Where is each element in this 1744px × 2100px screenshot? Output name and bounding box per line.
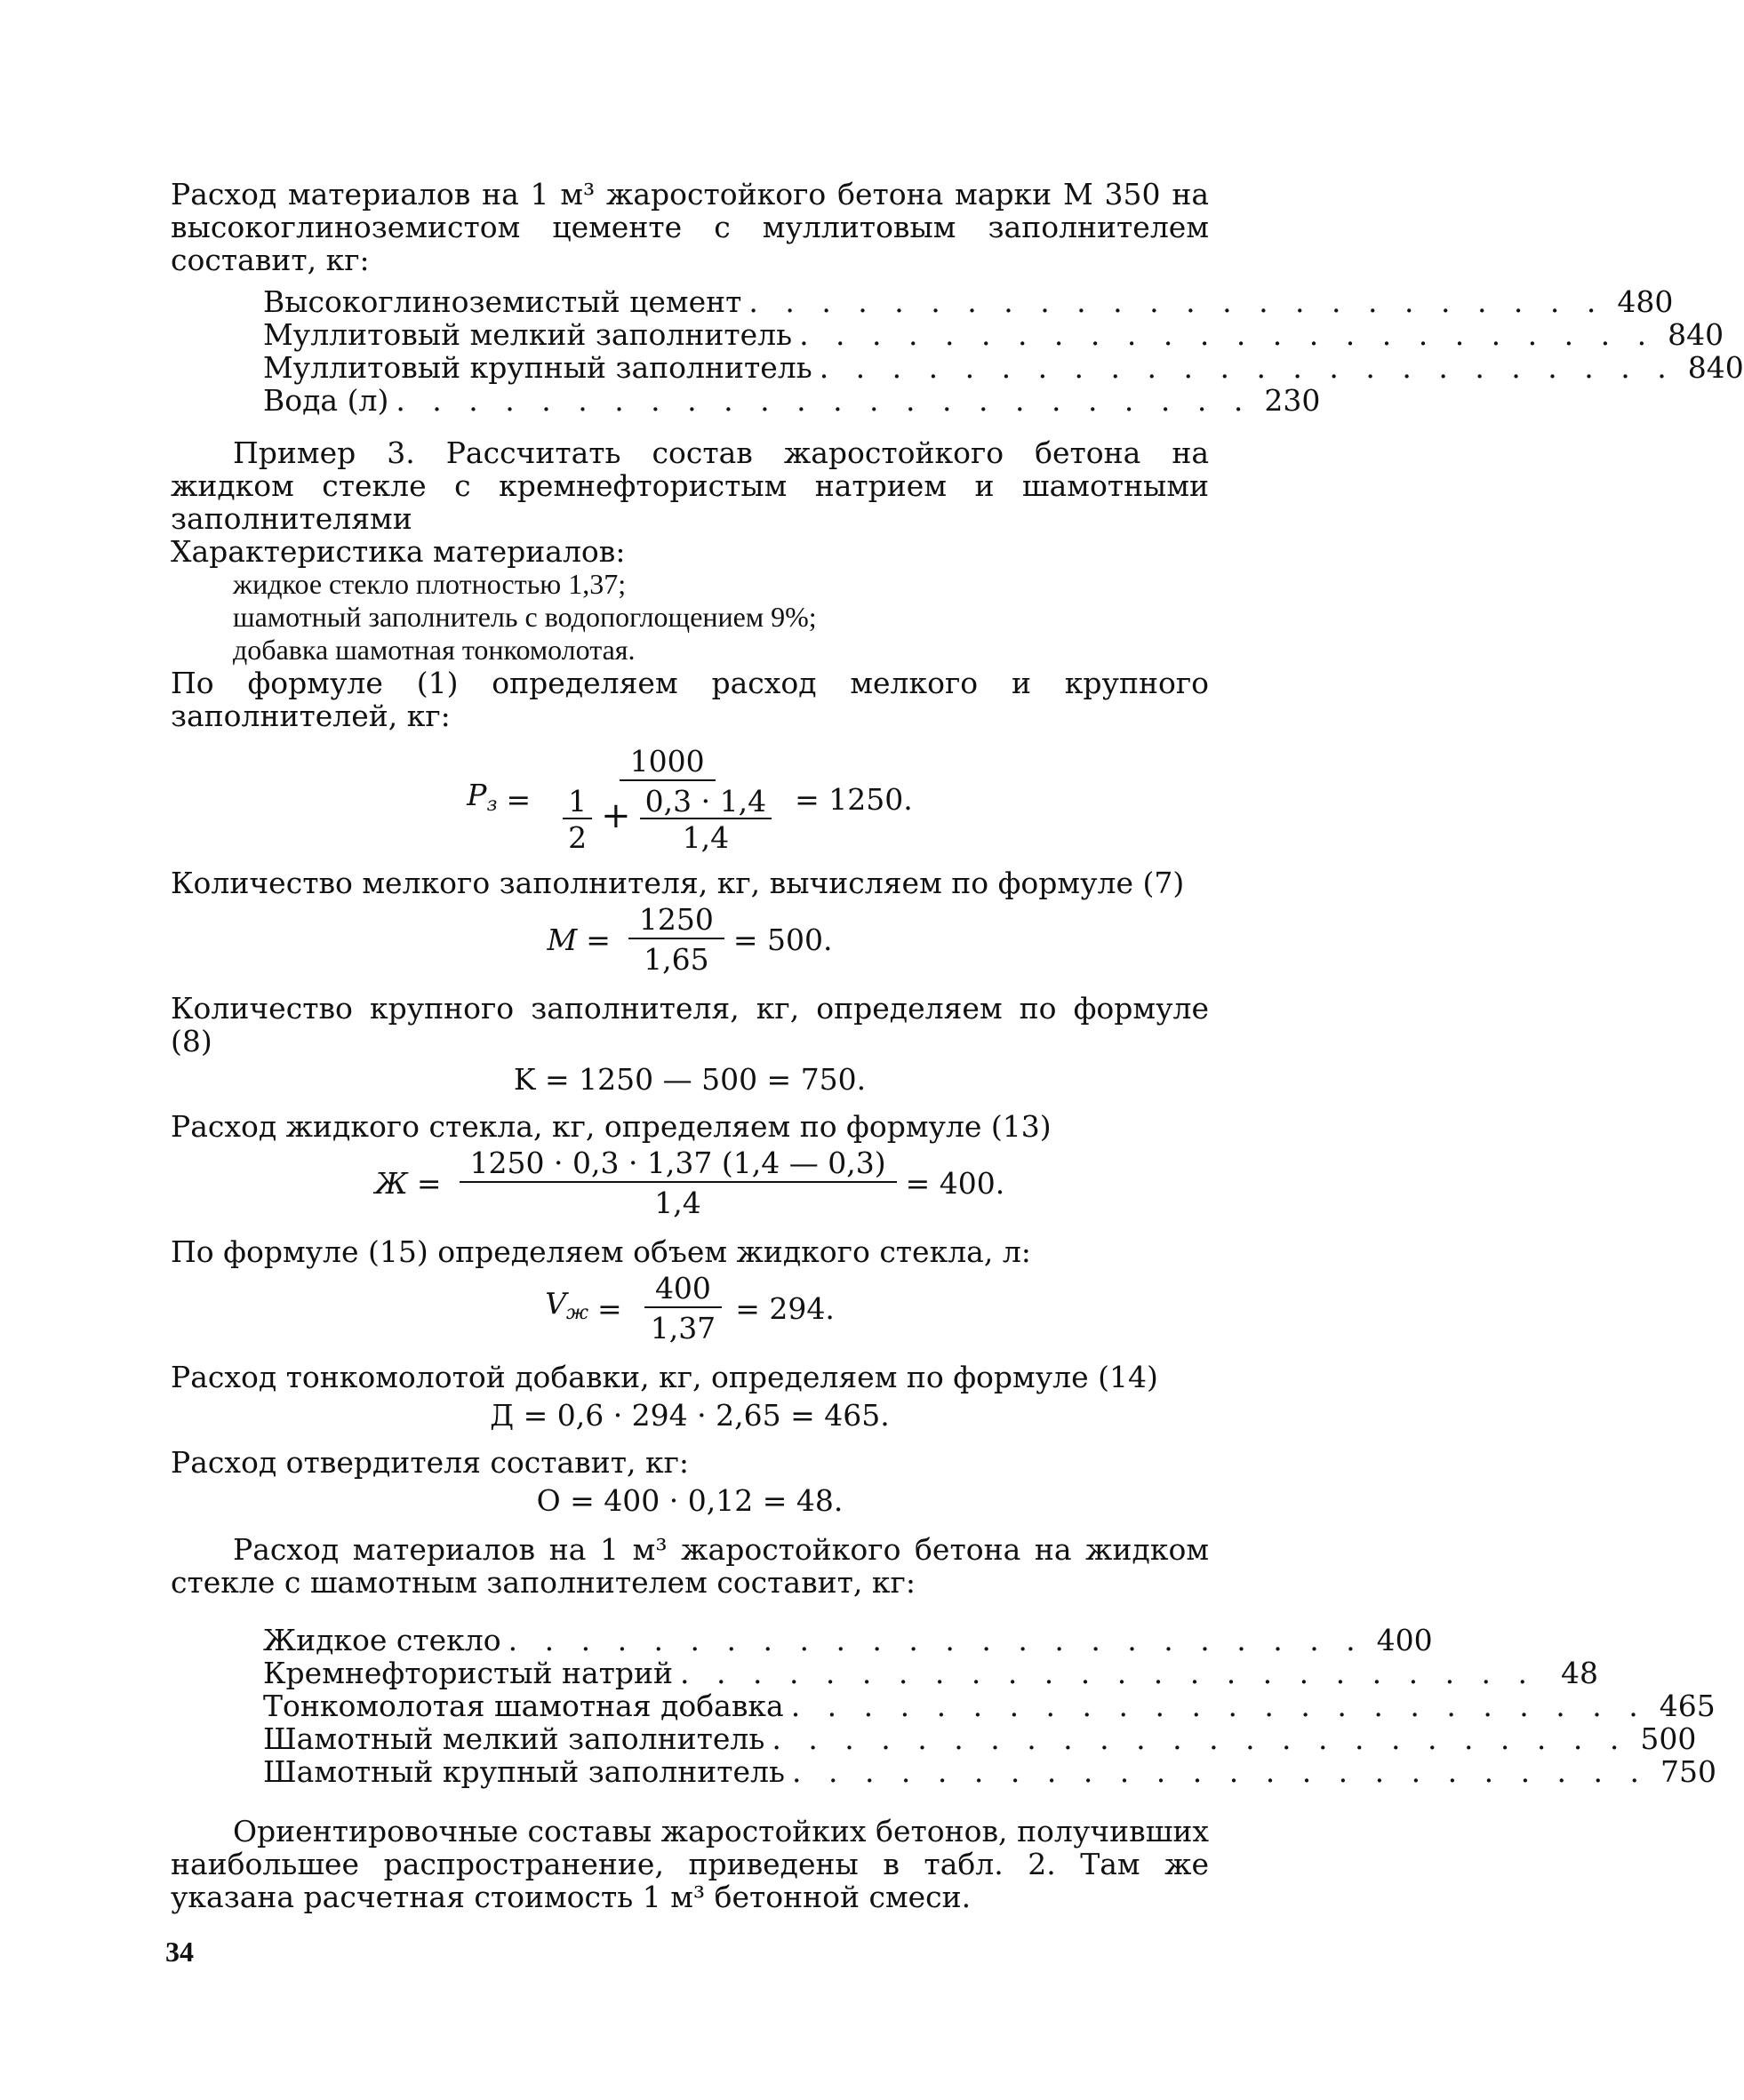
- main-fraction: [548, 745, 786, 854]
- material-name: Тонкомолотая шамотная добавка: [263, 1689, 784, 1723]
- formula-lhs: Ж: [374, 1165, 408, 1201]
- material-value: 465: [1659, 1689, 1716, 1723]
- leader-dots: . . . . . . . . . . . . . . . . . . . . . . . .: [508, 1623, 1364, 1657]
- material-name: Жидкое стекло: [263, 1623, 501, 1657]
- list-item: [263, 1623, 1433, 1657]
- list-item: [263, 383, 1321, 418]
- leader-dots: . . . . . . . . . . . . . . . . . . . . . . . .: [396, 383, 1252, 418]
- material-name: Вода (л): [263, 383, 389, 418]
- materials-list-2: [263, 1623, 1717, 1789]
- list-item: [263, 1721, 1697, 1756]
- fraction-numerator: 400: [644, 1272, 722, 1308]
- formula-8-reference: Количество крупного заполнителя, кг, определяем по формуле (8): [171, 991, 1209, 1058]
- formula-k: [171, 1063, 1209, 1096]
- characteristics-heading: Характеристика материалов:: [171, 534, 626, 569]
- material-value: 840: [1668, 317, 1724, 352]
- fraction-numerator: 1000: [620, 745, 716, 781]
- material-value: 840: [1687, 350, 1744, 385]
- list-item: [263, 350, 1744, 385]
- material-name: Муллитовый мелкий заполнитель: [263, 317, 793, 352]
- formula-result: = 500.: [732, 922, 833, 957]
- list-item: [263, 284, 1674, 319]
- formula-7-reference: Количество мелкого заполнителя, кг, вычисляем по формуле (7): [171, 866, 1185, 900]
- formula-13-reference: Расход жидкого стекла, кг, определяем по формуле (13): [171, 1109, 1052, 1144]
- fraction-denominator: 1,37: [650, 1311, 716, 1345]
- leader-dots: . . . . . . . . . . . . . . . . . . . . . . . .: [799, 317, 1656, 352]
- materials-list-1: [263, 284, 1744, 418]
- characteristic-item: жидкое стекло плотностью 1,37;: [233, 568, 627, 600]
- document-page: [171, 177, 1744, 1914]
- fraction-denominator: $\frac{1}{2}$ + $\frac{0,3 \cdot 1,4}{1,4}$: [548, 781, 786, 854]
- material-value: 230: [1264, 383, 1321, 418]
- formula-result: = 400.: [905, 1165, 1005, 1201]
- leader-dots: . . . . . . . . . . . . . . . . . . . . . . . .: [748, 284, 1605, 319]
- formula-14-reference: Расход тонкомолотой добавки, кг, определяем по формуле (14): [171, 1360, 1158, 1394]
- leader-dots: . . . . . . . . . . . . . . . . . . . . . . . .: [790, 1689, 1647, 1723]
- hardener-paragraph: Расход отвердителя составит, кг:: [171, 1445, 689, 1480]
- material-name: Кремнефтористый натрий: [263, 1656, 673, 1690]
- list-item: [263, 1689, 1716, 1723]
- formula-expression: K = 1250 — 500 = 750.: [513, 1062, 867, 1097]
- material-value: 480: [1617, 284, 1674, 319]
- page-number: 34: [165, 1936, 194, 1968]
- formula-expression: Д = 0,6 · 294 · 2,65 = 465.: [490, 1398, 890, 1433]
- list-item: [263, 1656, 1599, 1690]
- leader-dots: . . . . . . . . . . . . . . . . . . . . . . . .: [819, 350, 1676, 385]
- formula-o: [171, 1484, 1209, 1517]
- formula-result: = 1250.: [795, 782, 913, 817]
- formula-lhs: $V_ж$: [545, 1286, 589, 1324]
- formula-m: M = $\frac{1250}{1,65}$ = 500.: [547, 902, 833, 977]
- material-name: Высокоглиноземистый цемент: [263, 284, 742, 319]
- fraction-numerator: 1250: [628, 903, 724, 939]
- leader-dots: . . . . . . . . . . . . . . . . . . . . . . . .: [772, 1721, 1628, 1756]
- list-item: [263, 317, 1724, 352]
- summary-paragraph: Расход материалов на 1 м³ жаростойкого бетона на жидком стекле с шамотным заполнителем составит, кг:: [171, 1532, 1209, 1600]
- fraction-denominator: 1,4: [654, 1186, 701, 1220]
- formula-lhs: M: [547, 922, 578, 957]
- formula-v: $V_ж$ = $\frac{400}{1,37}$ = 294.: [545, 1271, 835, 1345]
- formula-1-reference: По формуле (1) определяем расход мелкого и крупного заполнителей, кг:: [171, 666, 1209, 733]
- material-value: 500: [1640, 1721, 1697, 1756]
- material-name: Шамотный крупный заполнитель: [263, 1754, 785, 1789]
- fraction-numerator: 1250 · 0,3 · 1,37 (1,4 — 0,3): [460, 1146, 897, 1183]
- leader-dots: . . . . . . . . . . . . . . . . . . . . . . . .: [791, 1754, 1649, 1789]
- formula-d: [171, 1399, 1209, 1432]
- formula-zh: Ж = $\frac{1250 \cdot 0,3 \cdot 1,37 (1,4 — 0,3)}{1,4}$ = 400.: [374, 1146, 1005, 1220]
- list-item: [263, 1754, 1717, 1789]
- material-value: 400: [1376, 1623, 1433, 1657]
- characteristic-item: добавка шамотная тонкомолотая.: [233, 634, 636, 666]
- formula-expression: O = 400 · 0,12 = 48.: [536, 1483, 844, 1518]
- formula-15-reference: По формуле (15) определяем объем жидкого стекла, л:: [171, 1234, 1031, 1269]
- fraction-denominator: 1,65: [644, 942, 709, 977]
- intro-paragraph: Расход материалов на 1 м³ жаростойкого бетона марки М 350 на высокоглиноземистом цементе с муллитовым заполнителем составит, кг:: [171, 177, 1209, 277]
- characteristic-item: шамотный заполнитель с водопоглощением 9%;: [233, 601, 817, 633]
- material-name: Шамотный мелкий заполнитель: [263, 1721, 765, 1756]
- closing-paragraph: Ориентировочные составы жаростойких бетонов, получивших наибольшее распространение, приведены в табл. 2. Там же указана расчетная стоимость 1 м³ бетонной смеси.: [171, 1814, 1209, 1914]
- leader-dots: . . . . . . . . . . . . . . . . . . . . . . . .: [680, 1656, 1537, 1690]
- example-paragraph: Пример 3. Рассчитать состав жаростойкого бетона на жидком стекле с кремнефтористым натрием и шамотными заполнителями: [171, 435, 1209, 536]
- material-name: Муллитовый крупный заполнитель: [263, 350, 812, 385]
- formula-lhs: $P_з$: [467, 777, 498, 816]
- material-value: 48: [1561, 1656, 1599, 1690]
- formula-result: = 294.: [735, 1290, 835, 1326]
- formula-p3: $P_з$ = 1000 $\frac{1}{2}$ + $\frac{0,3 \cdot 1,4}{1,4}$ = 1250.: [467, 744, 913, 855]
- material-value: 750: [1660, 1754, 1717, 1789]
